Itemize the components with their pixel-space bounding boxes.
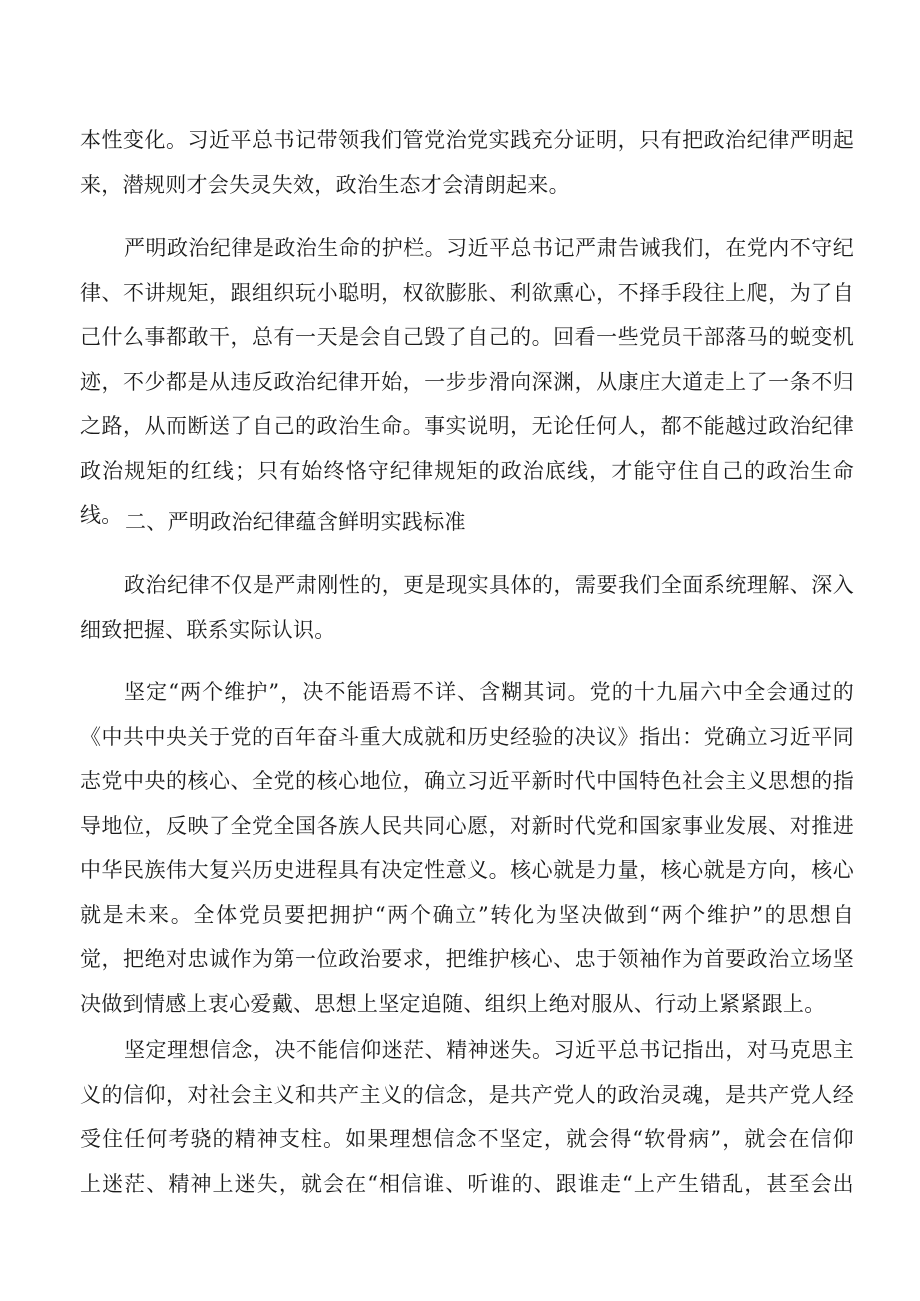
- text-line: 决做到情感上衷心爱戴、思想上坚定追随、组织上绝对服从、行动上紧紧跟上。: [80, 991, 826, 1016]
- text-line: 迹，不少都是从违反政治纪律开始，一步步滑向深渊，从康庄大道走上了一条不归: [80, 369, 854, 394]
- text-line: 上迷茫、精神上迷失，就会在“相信谁、听谁的、跟谁走“上产生错乱，甚至会出: [80, 1171, 854, 1196]
- text-line: 本性变化。习近平总书记带领我们管党治党实践充分证明，只有把政治纪律严明起: [80, 128, 854, 152]
- text-line: 义的信仰，对社会主义和共产主义的信念，是共产党人的政治灵魂，是共产党人经: [80, 1082, 854, 1107]
- text-line: 细致把握、联系实际认识。: [80, 617, 336, 642]
- paragraph-3: [80, 563, 854, 652]
- text-line: 己什么事都敢干，总有一天是会自己毁了自己的。回看一些党员干部落马的蜕变机: [80, 325, 854, 349]
- paragraph-5: [80, 1028, 854, 1206]
- text-line: 严明政治纪律是政治生命的护栏。习近平总书记严肃告诫我们，在党内不守纪: [124, 236, 854, 260]
- text-line: 就是未来。全体党员要把拥护“两个确立”转化为坚决做到“两个维护”的思想自: [80, 902, 854, 927]
- paragraph-4: [80, 670, 854, 1026]
- text-line: 觉，把绝对忠诚作为第一位政治要求，把维护核心、忠于领袖作为首要政治立场坚: [80, 947, 854, 971]
- text-line: 坚定理想信念，决不能信仰迷茫、精神迷失。习近平总书记指出，对马克思主: [124, 1038, 854, 1062]
- text-line: 中华民族伟大复兴历史进程具有决定性意义。核心就是力量，核心就是方向，核心: [80, 858, 854, 882]
- text-line: 导地位，反映了全党全国各族人民共同心愿，对新时代党和国家事业发展、对推进: [80, 813, 854, 838]
- text-line: 政治纪律不仅是严肃刚性的，更是现实具体的，需要我们全面系统理解、深入: [124, 573, 854, 597]
- text-line: 受住任何考骁的精神支柱。如果理想信念不坚定，就会得“软骨病”，就会在信仰: [80, 1127, 854, 1151]
- text-line: 《中共中央关于党的百年奋斗重大成就和历史经验的决议》指出：党确立习近平同: [80, 724, 854, 749]
- section-heading: 二、严明政治纪律蕴含鲜明实践标准: [125, 510, 466, 534]
- text-line: 律、不讲规矩，跟组织玩小聪明，权欲膨胀、利欲熏心，不择手段往上爬，为了自: [80, 280, 854, 305]
- paragraph-1: [80, 118, 854, 207]
- text-line: 来，潜规则才会失灵失效，政治生态才会清朗起来。: [80, 172, 570, 197]
- text-line: 志党中央的核心、全党的核心地位，确立习近平新时代中国特色社会主义思想的指: [80, 769, 854, 793]
- text-line: 政治规矩的红线；只有始终恪守纪律规矩的政治底线，才能守住自己的政治生命线。: [80, 458, 854, 527]
- text-line: 坚定“两个维护”，决不能语焉不详、含糊其词。党的十九届六中全会通过的: [124, 680, 854, 704]
- text-line: 之路，从而断送了自己的政治生命。事实说明，无论任何人，都不能越过政治纪律: [80, 414, 854, 438]
